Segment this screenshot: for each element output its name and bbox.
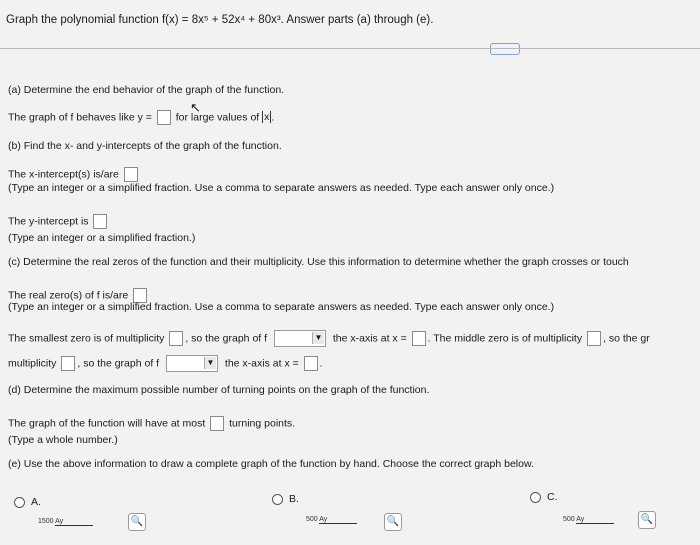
option-a[interactable]: A. (14, 496, 41, 508)
part-b-heading: (b) Find the x- and y-intercepts of the graph of the function. (8, 140, 282, 152)
real-zeros-hint: (Type an integer or a simplified fraction. Use a comma to separate answers as needed. Type each answer only once.) (8, 301, 555, 313)
option-b-radio[interactable] (272, 494, 283, 505)
smallest-multiplicity-input[interactable] (169, 331, 183, 346)
real-zeros-row: The real zero(s) of f is/are (8, 288, 149, 303)
option-a-graph-axis: 1500 Ay (38, 518, 93, 525)
part-a-heading: (a) Determine the end behavior of the graph of the function. (8, 84, 285, 96)
middle-multiplicity-input[interactable] (587, 331, 601, 346)
part-d-heading: (d) Determine the maximum possible number of turning points on the graph of the function. (8, 384, 430, 396)
chevron-down-icon: ▼ (312, 332, 324, 344)
turning-points-hint: (Type a whole number.) (8, 434, 118, 446)
turning-points-row: The graph of the function will have at most turning points. (8, 417, 296, 430)
option-c-radio[interactable] (530, 492, 541, 503)
part-c-heading: (c) Determine the real zeros of the function and their multiplicity. Use this information to determine whether the graph crosses or touch (8, 256, 629, 268)
zoom-icon[interactable]: 🔍 (384, 513, 402, 531)
part-e-heading: (e) Use the above information to draw a complete graph of the function by hand. Choose the correct graph below. (8, 458, 534, 470)
smallest-crosses-dropdown[interactable] (274, 330, 326, 347)
y-intercept-input[interactable] (93, 214, 107, 229)
y-intercept-hint: (Type an integer or a simplified fraction.) (8, 232, 196, 244)
multiplicity-row-2: multiplicity , so the graph of f ▼ the x-axis at x = . (8, 355, 323, 372)
x-intercept-row: The x-intercept(s) is/are (8, 167, 140, 182)
option-b-graph-axis: 500 Ay (306, 516, 357, 523)
zoom-icon[interactable]: 🔍 (638, 511, 656, 529)
option-c-graph-axis: 500 Ay (563, 516, 614, 523)
divider (0, 48, 700, 49)
option-a-radio[interactable] (14, 497, 25, 508)
smallest-zero-x-input[interactable] (412, 331, 426, 346)
turning-points-input[interactable] (210, 416, 224, 431)
zoom-icon[interactable]: 🔍 (128, 513, 146, 531)
option-b[interactable]: B. (272, 493, 299, 505)
pointer-cursor-icon: ↖ (190, 100, 201, 115)
chevron-down-icon: ▼ (204, 357, 216, 369)
x-intercept-hint: (Type an integer or a simplified fraction. Use a comma to separate answers as needed. Type each answer only once.) (8, 182, 555, 194)
y-intercept-row: The y-intercept is (8, 214, 109, 229)
middle-crosses-dropdown[interactable] (166, 355, 218, 372)
more-button[interactable]: ···· (490, 43, 520, 55)
abs-x: x (264, 111, 270, 124)
question-header: Graph the polynomial function f(x) = 8x⁵ + 52x⁴ + 80x³. Answer parts (a) through (e). (6, 14, 434, 26)
end-behavior-input[interactable] (157, 110, 171, 125)
multiplicity-row-1: The smallest zero is of multiplicity , so the graph of f ▼ the x-axis at x = . The middle zero is of multiplicity , so the gr (8, 330, 650, 347)
x-intercept-input[interactable] (124, 167, 138, 182)
multiplicity-input-2[interactable] (61, 356, 75, 371)
part-a-row: The graph of f behaves like y = for large values of x . (8, 111, 275, 124)
middle-zero-x-input[interactable] (304, 356, 318, 371)
option-c[interactable]: C. (530, 491, 558, 503)
